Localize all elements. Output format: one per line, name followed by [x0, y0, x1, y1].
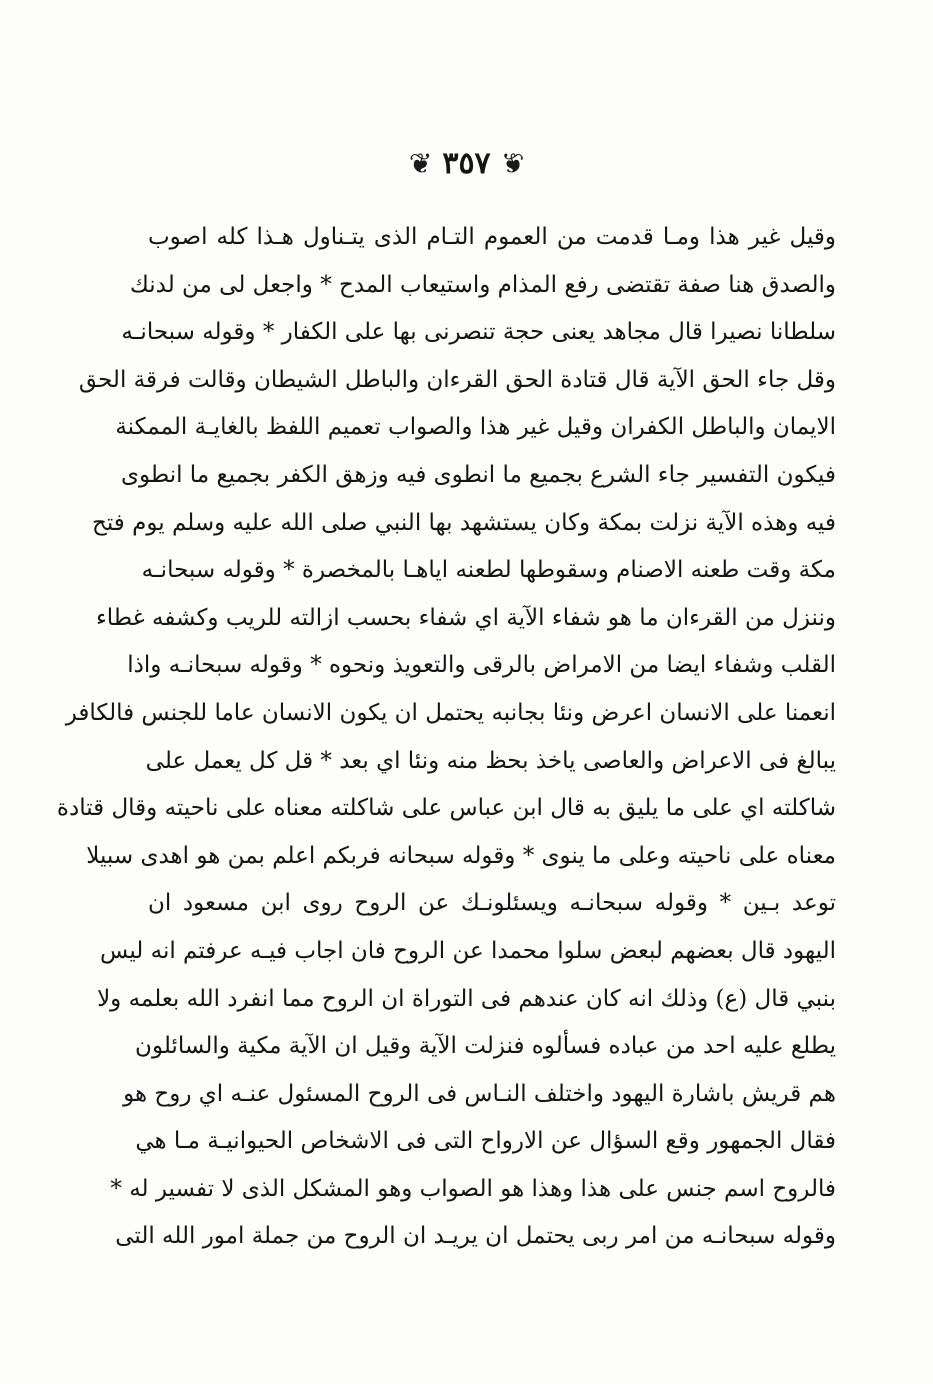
text-line: معناه على ناحيته وعلى ما ينوى * وقوله سبحانه فربكم اعلم بمن هو اهدى سبيلا: [86, 842, 836, 869]
text-line: مكة وقت طعنه الاصنام وسقوطها لطعنه اياهـا بالمخصرة * وقوله سبحانـه: [141, 557, 836, 584]
text-line: توعد بـين * وقوله سبحانـه ويسئلونـك عن الروح روى ابن مسعود ان: [148, 890, 836, 917]
text-line: هم قريش باشارة اليهود واختلف النـاس فى الروح المسئول عنـه اي روح هو: [123, 1080, 836, 1107]
text-line: وقيل غير هذا ومـا قدمت من العموم التـام الذى يتـناول هـذا كله اصوب: [148, 224, 836, 250]
text-line: فقال الجمهور وقع السؤال عن الارواح التى فى الاشخاص الحيوانيـة مـا هي: [135, 1128, 836, 1155]
text-line: انعمنا على الانسان اعرض ونئا بجانبه يحتمل ان يكون الانسان عاما للجنس فالكافر: [65, 699, 836, 726]
text-line: شاكلته اي على ما يليق به قال ابن عباس على شاكلته معناه على ناحيته وقال قتادة: [56, 795, 836, 822]
page-number: ٣٥٧: [442, 146, 491, 181]
text-line: سلطانا نصيرا قال مجاهد يعنى حجة تنصرنى بها على الكفار * وقوله سبحانـه: [121, 319, 836, 346]
text-line: القلب وشفاء ايضا من الامراض بالرقى والتعويذ ونحوه * وقوله سبحانـه واذا: [127, 652, 836, 679]
text-line: فيكون التفسير جاء الشرع بجميع ما انطوى فيه وزهق الكفر بجميع ما انطوى: [120, 461, 836, 488]
text-line: وقوله سبحانـه من امر ربى يحتمل ان يريـد ان الروح من جملة امور الله التى: [115, 1223, 836, 1250]
left-ornament-icon: ❦: [408, 147, 433, 180]
text-line: وننزل من القرءان ما هو شفاء الآية اي شفاء بحسب ازالته للريب وكشفه غطاء: [95, 604, 836, 631]
text-line: والصدق هنا صفة تقتضى رفع المذام واستيعاب المدح * واجعل لى من لدنك: [129, 271, 836, 298]
text-line: يبالغ فى الاعراض والعاصى ياخذ بحظ منه ونئا اي بعد * قل كل يعمل على: [145, 747, 836, 774]
body-text: [56, 214, 836, 1261]
text-line: فيه وهذه الآية نزلت بمكة وكان يستشهد بها النبي صلى الله عليه وسلم يوم فتح: [92, 509, 836, 536]
text-line: الايمان والباطل الكفران وقيل غير هذا والصواب تعميم اللفظ بالغايـة الممكنة: [115, 414, 836, 441]
right-ornament-icon: ❦: [500, 147, 525, 180]
page-header: [0, 142, 933, 186]
text-line: بنبي قال (ع) وذلك انه كان عندهم فى التوراة ان الروح مما انفرد الله بعلمه ولا: [97, 985, 836, 1012]
text-line: اليهود قال بعضهم لبعض سلوا محمدا عن الروح فان اجاب فيـه عرفتم انه ليس: [100, 937, 836, 964]
text-line: يطلع عليه احد من عباده فسألوه فنزلت الآية وقيل ان الآية مكية والسائلون: [135, 1033, 836, 1060]
text-line: وقل جاء الحق الآية قال قتادة الحق القرءان والباطل الشيطان وقالت فرقة الحق: [78, 366, 836, 393]
text-line: فالروح اسم جنس على هذا وهذا هو الصواب وهو المشكل الذى لا تفسير له *: [110, 1175, 836, 1202]
